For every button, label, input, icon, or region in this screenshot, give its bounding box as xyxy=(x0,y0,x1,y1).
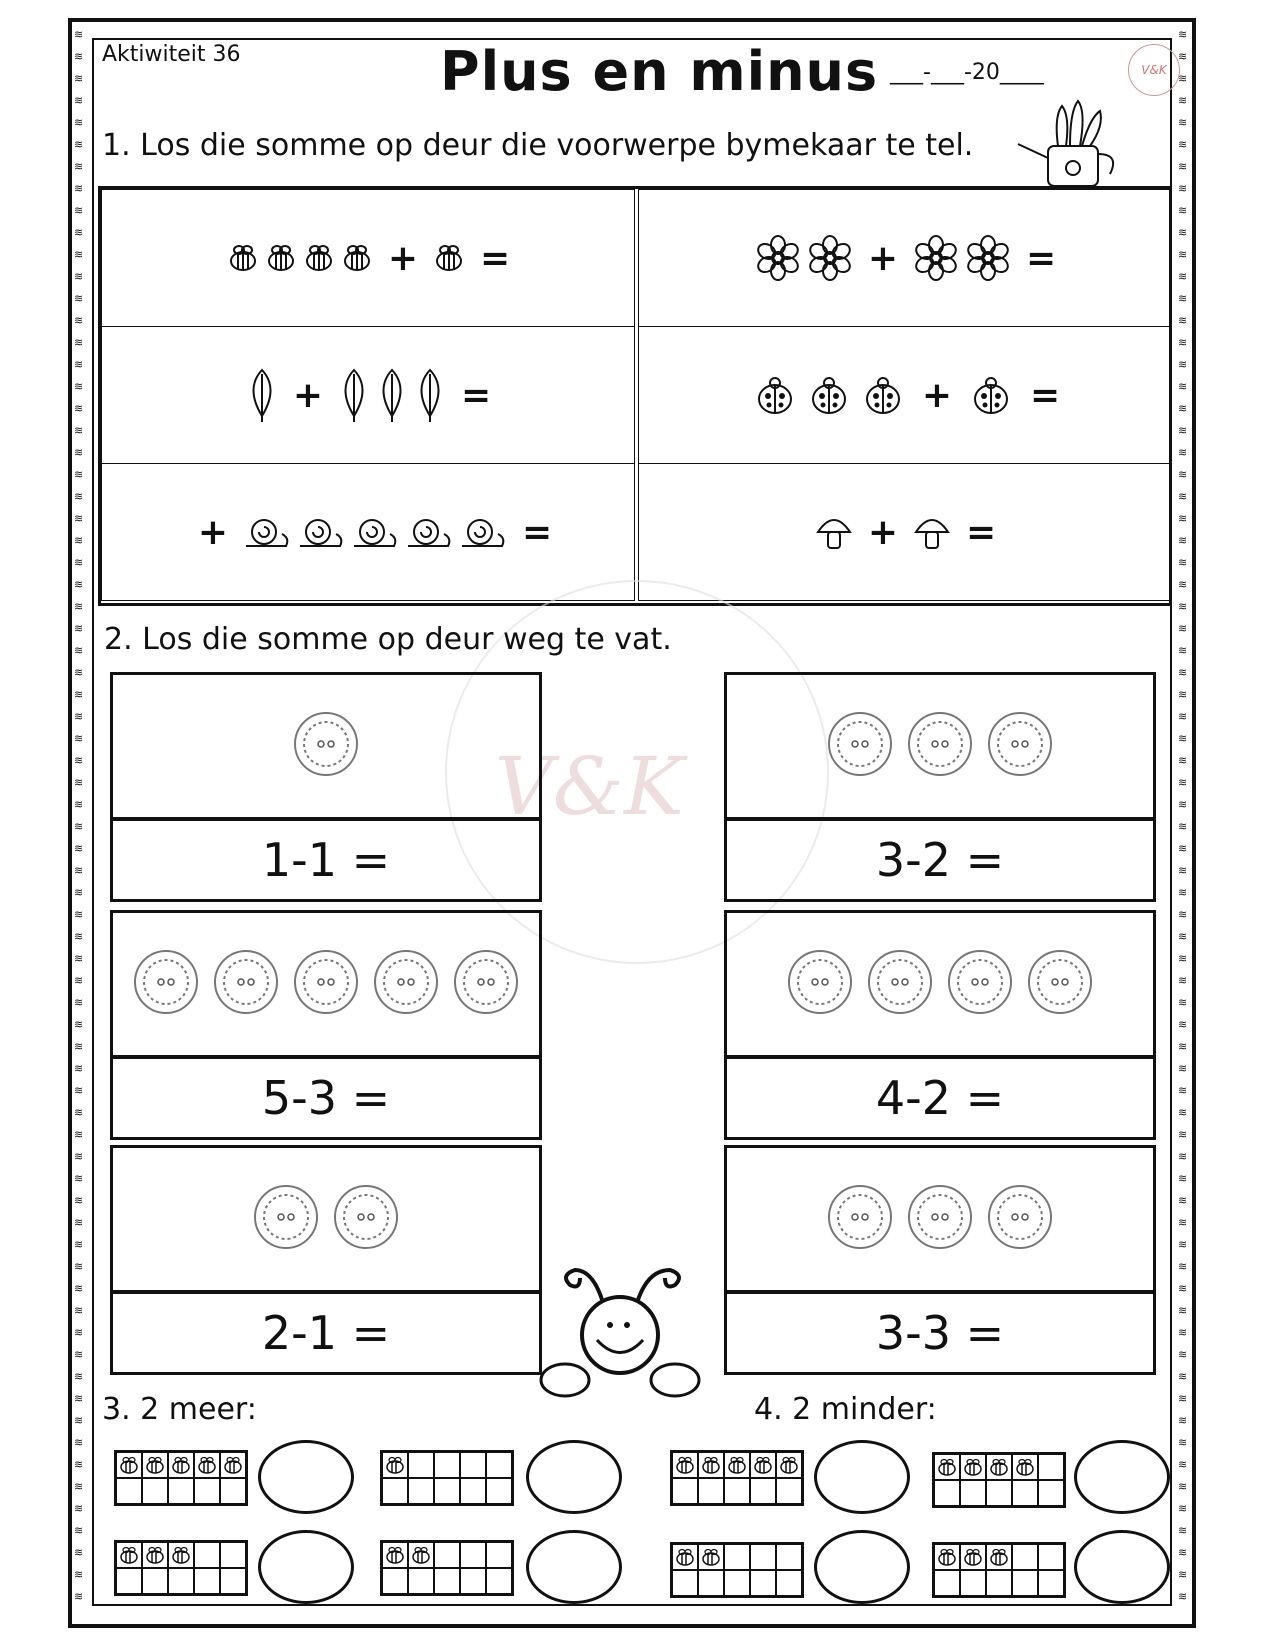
frame-cell xyxy=(750,1570,776,1596)
subtraction-equation: 4-2 = xyxy=(724,1056,1156,1140)
subtraction-equation: 3-2 = xyxy=(724,818,1156,902)
section4-instruction: 4. 2 minder: xyxy=(754,1392,937,1427)
button-icon xyxy=(332,1183,400,1255)
worksheet-title: Plus en minus xyxy=(440,40,879,103)
addition-cell xyxy=(638,326,1172,464)
frame-cell xyxy=(486,1452,512,1478)
frame-cell xyxy=(408,1478,434,1504)
leaf-group-left xyxy=(245,366,279,424)
frame-cell xyxy=(698,1478,724,1504)
button-icon xyxy=(372,948,440,1020)
frame-cell xyxy=(934,1454,960,1480)
frame-cell xyxy=(220,1478,246,1504)
frame-cell xyxy=(194,1568,220,1594)
frame-cell xyxy=(460,1478,486,1504)
frame-cell xyxy=(1038,1570,1064,1596)
button-icon xyxy=(986,1183,1054,1255)
ten-frame xyxy=(380,1450,514,1506)
frame-cell xyxy=(382,1568,408,1594)
frame-cell xyxy=(960,1570,986,1596)
frame-cell xyxy=(1038,1544,1064,1570)
snail-group-right xyxy=(242,512,508,552)
plus-sign: + xyxy=(292,374,323,416)
frame-cell xyxy=(408,1542,434,1568)
frame-cell xyxy=(724,1452,750,1478)
plus-sign: + xyxy=(867,237,898,279)
answer-oval[interactable] xyxy=(526,1440,622,1514)
date-line: ___-___-20____ xyxy=(890,60,1044,85)
frame-cell xyxy=(220,1452,246,1478)
button-icon xyxy=(452,948,520,1020)
bee-group-right xyxy=(432,241,466,275)
button-icon xyxy=(986,710,1054,782)
ladybug-group-right xyxy=(966,372,1016,418)
frame-cell xyxy=(1012,1544,1038,1570)
equals-sign: = xyxy=(522,511,553,553)
equals-sign: = xyxy=(1026,237,1057,279)
section1-instruction: 1. Los die somme op deur die voorwerpe bymekaar te tel. xyxy=(102,128,974,163)
frame-cell xyxy=(408,1568,434,1594)
frame-cell xyxy=(776,1452,802,1478)
flower-group-left xyxy=(754,234,854,282)
answer-oval[interactable] xyxy=(526,1530,622,1604)
plus-sign: + xyxy=(387,237,418,279)
ten-frame xyxy=(932,1542,1066,1598)
addition-cell xyxy=(638,189,1172,327)
buttons-picture-box xyxy=(724,910,1156,1058)
frame-cell xyxy=(1012,1454,1038,1480)
frame-cell xyxy=(168,1478,194,1504)
frame-cell xyxy=(672,1570,698,1596)
mushroom-group-left xyxy=(814,512,854,552)
watering-can-icon xyxy=(1010,96,1130,196)
frame-cell xyxy=(672,1452,698,1478)
answer-oval[interactable] xyxy=(1074,1440,1170,1514)
frame-cell xyxy=(724,1478,750,1504)
frame-cell xyxy=(460,1542,486,1568)
frame-cell xyxy=(724,1544,750,1570)
frame-cell xyxy=(434,1542,460,1568)
button-icon xyxy=(906,710,974,782)
frame-cell xyxy=(960,1544,986,1570)
frame-cell xyxy=(220,1568,246,1594)
frame-cell xyxy=(986,1480,1012,1506)
bee-mascot-icon xyxy=(535,1230,715,1410)
buttons-picture-box xyxy=(724,1145,1156,1293)
answer-oval[interactable] xyxy=(814,1530,910,1604)
frame-cell xyxy=(960,1454,986,1480)
frame-cell xyxy=(408,1452,434,1478)
equals-sign: = xyxy=(1030,374,1061,416)
frame-cell xyxy=(142,1478,168,1504)
buttons-picture-box xyxy=(110,672,542,820)
frame-cell xyxy=(698,1544,724,1570)
leaf-group-right xyxy=(337,366,447,424)
frame-cell xyxy=(142,1452,168,1478)
frame-cell xyxy=(194,1542,220,1568)
frame-cell xyxy=(698,1570,724,1596)
frame-cell xyxy=(750,1452,776,1478)
subtraction-equation: 5-3 = xyxy=(110,1056,542,1140)
frame-cell xyxy=(672,1478,698,1504)
frame-cell xyxy=(220,1542,246,1568)
subtraction-equation: 2-1 = xyxy=(110,1291,542,1375)
frame-cell xyxy=(934,1544,960,1570)
frame-cell xyxy=(934,1480,960,1506)
border-decoration-right: ≋ ≋ ≋ ≋ ≋ ≋ ≋ ≋ ≋ ≋ ≋ ≋ ≋ ≋ ≋ ≋ ≋ ≋ ≋ ≋ ≋ ≋ ≋ ≋ ≋ ≋ ≋ ≋ ≋ ≋ ≋ ≋ ≋ ≋ ≋ ≋ ≋ ≋ ≋ ≋ ≋ ≋ ≋ ≋ ≋ ≋ ≋ ≋ ≋ ≋ ≋ ≋ ≋ ≋ ≋ ≋ ≋ ≋ ≋ ≋ ≋ ≋ ≋ ≋ ≋ ≋ ≋ ≋ ≋ ≋ ≋ ≋ xyxy=(1178,28,1188,1603)
frame-cell xyxy=(460,1452,486,1478)
answer-oval[interactable] xyxy=(814,1440,910,1514)
frame-cell xyxy=(1012,1480,1038,1506)
addition-grid xyxy=(98,186,1172,606)
addition-cell xyxy=(101,463,635,601)
frame-cell xyxy=(382,1452,408,1478)
frame-cell xyxy=(434,1452,460,1478)
ten-frame xyxy=(114,1540,248,1596)
button-icon xyxy=(946,948,1014,1020)
equals-sign: = xyxy=(461,374,492,416)
button-icon xyxy=(252,1183,320,1255)
ten-frame xyxy=(670,1450,804,1506)
watermark-text: V&K xyxy=(495,740,684,833)
frame-cell xyxy=(142,1568,168,1594)
frame-cell xyxy=(460,1568,486,1594)
frame-cell xyxy=(382,1542,408,1568)
frame-cell xyxy=(1038,1480,1064,1506)
frame-cell xyxy=(116,1478,142,1504)
answer-oval[interactable] xyxy=(258,1440,354,1514)
frame-cell xyxy=(382,1478,408,1504)
ten-frame xyxy=(380,1540,514,1596)
frame-cell xyxy=(142,1542,168,1568)
frame-cell xyxy=(672,1544,698,1570)
plus-sign: + xyxy=(921,374,952,416)
frame-cell xyxy=(724,1570,750,1596)
buttons-picture-box xyxy=(110,910,542,1058)
button-icon xyxy=(1026,948,1094,1020)
subtraction-equation: 1-1 = xyxy=(110,818,542,902)
frame-cell xyxy=(116,1542,142,1568)
activity-label: Aktiwiteit 36 xyxy=(102,42,241,67)
frame-cell xyxy=(434,1568,460,1594)
frame-cell xyxy=(194,1452,220,1478)
answer-oval[interactable] xyxy=(258,1530,354,1604)
frame-cell xyxy=(434,1478,460,1504)
frame-cell xyxy=(486,1542,512,1568)
frame-cell xyxy=(776,1570,802,1596)
ten-frame xyxy=(670,1542,804,1598)
ten-frame xyxy=(114,1450,248,1506)
frame-cell xyxy=(750,1544,776,1570)
button-icon xyxy=(826,710,894,782)
button-icon xyxy=(132,948,200,1020)
frame-cell xyxy=(934,1570,960,1596)
frame-cell xyxy=(194,1478,220,1504)
frame-cell xyxy=(986,1544,1012,1570)
section3-instruction: 3. 2 meer: xyxy=(102,1392,257,1427)
frame-cell xyxy=(486,1568,512,1594)
frame-cell xyxy=(776,1478,802,1504)
border-decoration-left: ≋ ≋ ≋ ≋ ≋ ≋ ≋ ≋ ≋ ≋ ≋ ≋ ≋ ≋ ≋ ≋ ≋ ≋ ≋ ≋ ≋ ≋ ≋ ≋ ≋ ≋ ≋ ≋ ≋ ≋ ≋ ≋ ≋ ≋ ≋ ≋ ≋ ≋ ≋ ≋ ≋ ≋ ≋ ≋ ≋ ≋ ≋ ≋ ≋ ≋ ≋ ≋ ≋ ≋ ≋ ≋ ≋ ≋ ≋ ≋ ≋ ≋ ≋ ≋ ≋ ≋ ≋ ≋ ≋ ≋ ≋ ≋ xyxy=(74,28,84,1603)
brand-logo: V&K xyxy=(1128,44,1180,96)
addition-cell xyxy=(101,326,635,464)
ladybug-group-left xyxy=(750,372,908,418)
frame-cell xyxy=(776,1544,802,1570)
frame-cell xyxy=(168,1452,194,1478)
equals-sign: = xyxy=(966,511,997,553)
button-icon xyxy=(906,1183,974,1255)
section2-instruction: 2. Los die somme op deur weg te vat. xyxy=(104,622,672,657)
frame-cell xyxy=(750,1478,776,1504)
frame-cell xyxy=(168,1568,194,1594)
button-icon xyxy=(826,1183,894,1255)
equals-sign: = xyxy=(480,237,511,279)
buttons-picture-box xyxy=(110,1145,542,1293)
flower-group-right xyxy=(912,234,1012,282)
bee-group-left xyxy=(226,241,374,275)
frame-cell xyxy=(960,1480,986,1506)
frame-cell xyxy=(486,1478,512,1504)
button-icon xyxy=(786,948,854,1020)
frame-cell xyxy=(986,1454,1012,1480)
addition-cell xyxy=(638,463,1172,601)
addition-cell xyxy=(101,189,635,327)
frame-cell xyxy=(698,1452,724,1478)
frame-cell xyxy=(1012,1570,1038,1596)
plus-sign: + xyxy=(197,511,228,553)
ten-frame xyxy=(932,1452,1066,1508)
frame-cell xyxy=(168,1542,194,1568)
frame-cell xyxy=(986,1570,1012,1596)
buttons-picture-box xyxy=(724,672,1156,820)
answer-oval[interactable] xyxy=(1074,1530,1170,1604)
frame-cell xyxy=(116,1568,142,1594)
plus-sign: + xyxy=(867,511,898,553)
frame-cell xyxy=(116,1452,142,1478)
button-icon xyxy=(212,948,280,1020)
mushroom-group-right xyxy=(912,512,952,552)
button-icon xyxy=(292,948,360,1020)
frame-cell xyxy=(1038,1454,1064,1480)
subtraction-equation: 3-3 = xyxy=(724,1291,1156,1375)
button-icon xyxy=(866,948,934,1020)
button-icon xyxy=(292,710,360,782)
